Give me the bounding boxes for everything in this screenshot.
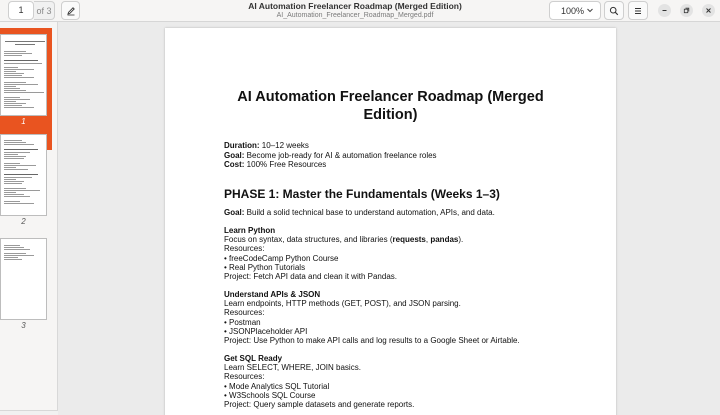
resources-label: Resources: (224, 244, 265, 254)
page-number-input[interactable]: 1 (8, 1, 34, 20)
sidebar-toolbar (0, 410, 58, 415)
chevron-down-icon (586, 6, 594, 14)
zoom-select[interactable] (549, 1, 601, 20)
annotate-button[interactable] (61, 1, 80, 20)
page-thumbnail-1[interactable] (0, 34, 47, 116)
document-viewport[interactable] (58, 22, 720, 415)
thumbnail-label-3: 3 (21, 321, 26, 330)
window-title (220, 1, 490, 19)
hamburger-menu-icon (633, 6, 643, 16)
thumbnail-sidebar (0, 22, 58, 415)
meta-duration: Duration: 10–12 weeks (224, 141, 309, 150)
document-heading: AI Automation Freelancer Roadmap (Merged Edition) (237, 89, 544, 123)
restore-button[interactable] (680, 4, 693, 17)
section-heading: Understand APIs & JSON (224, 290, 321, 299)
minimize-button[interactable] (658, 4, 671, 17)
menu-button[interactable] (628, 1, 648, 20)
section-heading: Get SQL Ready (224, 354, 283, 363)
close-icon (705, 7, 712, 14)
section-heading: Learn Python (224, 226, 276, 235)
restore-icon (683, 7, 690, 14)
document-filename: AI_Automation_Freelancer_Roadmap_Merged.pdf (276, 12, 434, 19)
resources-label: Resources: (224, 308, 265, 318)
section-learn-python (224, 226, 463, 281)
phase-heading: PHASE 1: Master the Fundamentals (Weeks 1–3) (224, 187, 500, 201)
project-line: Project: Use Python to make API calls and log results to a Google Sheet or Airtable. (224, 336, 520, 346)
thumbnail-label-2: 2 (21, 217, 26, 226)
page-thumbnail-2[interactable] (0, 134, 47, 216)
header-bar (0, 0, 720, 22)
phase-goal: Goal: Build a solid technical base to understand automation, APIs, and data. (224, 208, 495, 217)
project-line: Project: Fetch API data and clean it with Pandas. (224, 272, 397, 282)
resource-item: • Real Python Tutorials (224, 262, 306, 272)
section-description: Learn endpoints, HTTP methods (GET, POST), and JSON parsing. (224, 299, 461, 309)
project-line: Project: Query sample datasets and generate reports. (224, 400, 415, 410)
resources-label: Resources: (224, 372, 265, 382)
zoom-value: 100% (561, 5, 585, 16)
section-apis-json (224, 290, 520, 345)
document-meta (224, 141, 437, 170)
resource-item: • JSONPlaceholder API (224, 326, 308, 336)
section-sql (224, 354, 414, 409)
page-total-label: of 3 (34, 1, 55, 20)
page-thumbnail-3[interactable] (0, 238, 47, 320)
resource-item: • W3Schools SQL Course (224, 390, 316, 400)
section-description: Focus on syntax, data structures, and libraries (requests, pandas). (224, 235, 464, 245)
search-button[interactable] (604, 1, 624, 20)
resource-item: • Postman (224, 317, 261, 327)
thumbnail-label-1: 1 (21, 117, 26, 126)
pencil-icon (66, 6, 76, 16)
document-title-label: AI Automation Freelancer Roadmap (Merged Edition) (248, 1, 462, 11)
resource-item: • Mode Analytics SQL Tutorial (224, 381, 330, 391)
search-icon (609, 6, 619, 16)
resource-item: • freeCodeCamp Python Course (224, 253, 339, 263)
close-button[interactable] (702, 4, 715, 17)
meta-goal: Goal: Become job-ready for AI & automation freelance roles (224, 150, 437, 160)
meta-cost: Cost: 100% Free Resources (224, 160, 327, 169)
section-description: Learn SELECT, WHERE, JOIN basics. (224, 363, 361, 373)
minimize-icon (661, 7, 668, 14)
pdf-page (165, 28, 616, 415)
